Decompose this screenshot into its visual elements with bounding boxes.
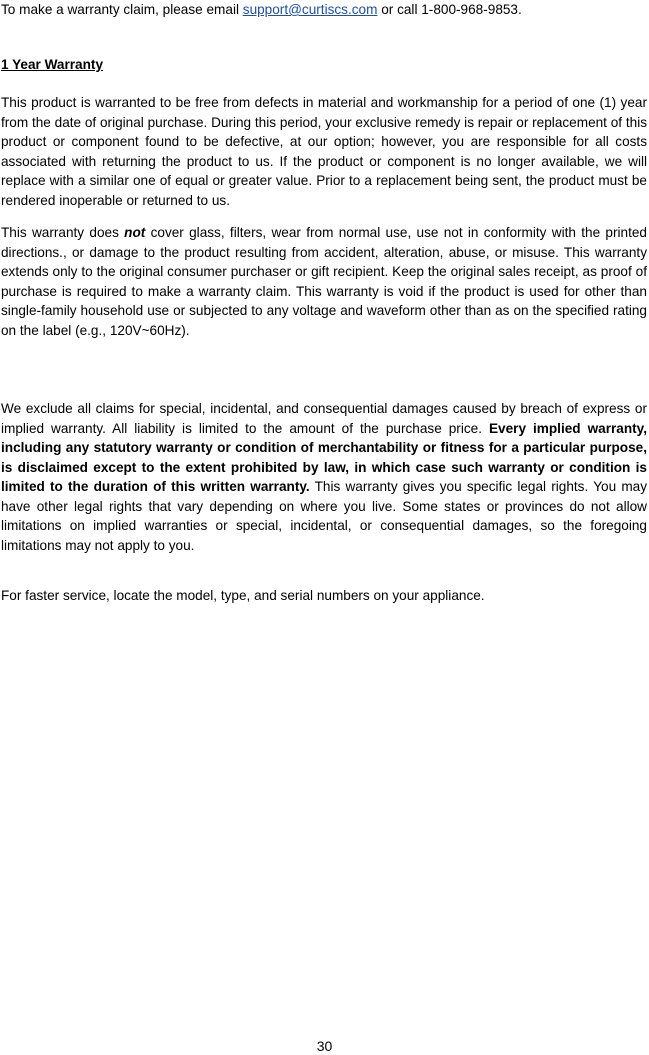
support-email-link[interactable]: support@curtiscs.com — [242, 2, 378, 17]
warranty-heading: 1 Year Warranty — [1, 57, 104, 72]
contact-prefix: To make a warranty claim, please email — [1, 2, 243, 17]
page-number: 30 — [316, 1038, 333, 1054]
limitations-text-pre: We exclude all claims for special, incidental, and consequential damages caused by breach of express or implied warranty. All liability is limited to the amount of the purchase price. — [1, 401, 647, 436]
exclusions-emphasis: not — [124, 225, 146, 240]
warranty-paragraph-service: For faster service, locate the model, type, and serial numbers on your appliance. — [1, 588, 485, 603]
exclusions-text-pre: This warranty does — [1, 225, 125, 240]
limitations-disclaimer-bold: Every implied warranty, including any statutory warranty or condition of merchantability or fitness for a particular purpose, is disclaimed except to the extent prohibited by law, in which case such warranty or condition is limited to the duration of this written warranty. — [1, 420, 648, 494]
contact-suffix: or call 1-800-968-9853. — [377, 2, 522, 17]
warranty-contact-line — [1, 1, 522, 19]
warranty-paragraph-limitations — [1, 399, 647, 555]
warranty-paragraph-coverage: This product is warranted to be free from defects in material and workmanship for a period of one (1) year from the date of original purchase. During this period, your exclusive remedy is repair or replacement of this product or component found to be defective, at our option; however, you are responsible for all costs associated with returning the product to us. If the product or component is no longer available, we will replace with a similar one of equal or greater value. Prior to a replacement being sent, the product must be rendered inoperable or returned to us. — [1, 95, 648, 208]
limitations-text-post: This warranty gives you specific legal rights. You may have other legal rights that vary depending on where you live. Some states or provinces do not allow limitations on implied warranties or special, incidental, or consequential damages, so the foregoing limitations may not apply to you. — [1, 479, 647, 553]
exclusions-text-post: cover glass, filters, wear from normal use, use not in conformity with the printed directions., or damage to the product resulting from accident, alteration, abuse, or misuse. This warranty extends only to the original consumer purchaser or gift recipient. Keep the original sales receipt, as proof of purchase is required to make a warranty claim. This warranty is void if the product is used for other than single-family household use or subjected to any voltage and waveform other than as on the specified rating on the label (e.g., 120V~60Hz). — [1, 225, 647, 338]
warranty-paragraph-exclusions — [1, 223, 647, 340]
